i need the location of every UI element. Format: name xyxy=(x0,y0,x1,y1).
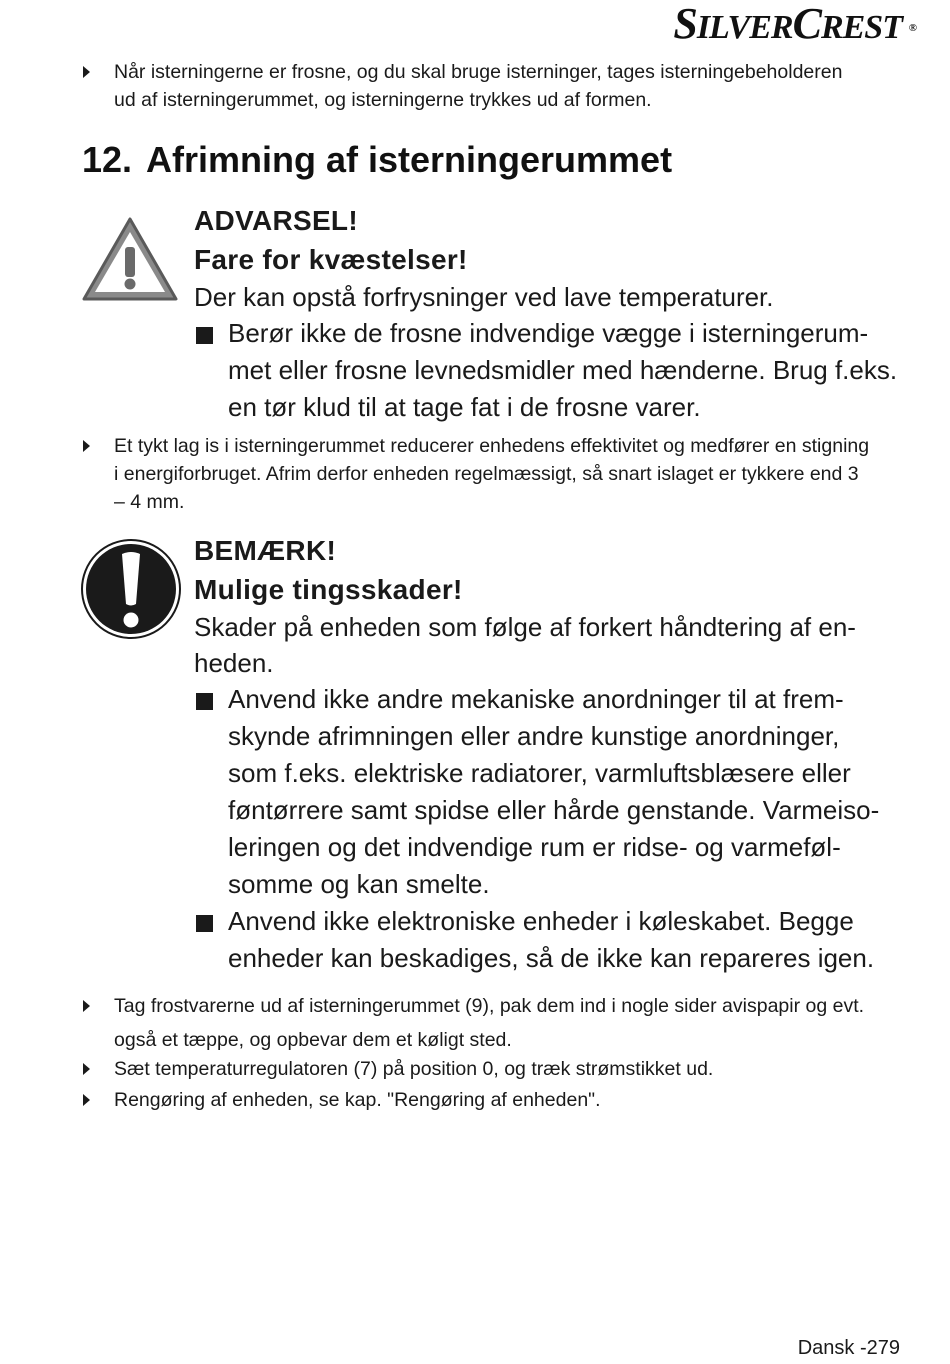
registered-mark: ® xyxy=(908,22,916,34)
square-bullet-icon xyxy=(196,915,213,932)
item-line: som f.eks. elektriske radiatorer, varmluftsblæsere eller xyxy=(228,758,851,788)
section-number: 12. xyxy=(82,139,133,180)
item-line: skynde afrimningen eller andre kunstige anordninger, xyxy=(228,721,840,751)
item-line: Berør ikke de frosne indvendige vægge i isterningerum- xyxy=(228,318,869,348)
item-line: Anvend ikke elektroniske enheder i køleskabet. Begge xyxy=(228,906,854,936)
item-line: enheder kan beskadiges, så de ikke kan repareres igen. xyxy=(228,943,875,973)
notice-list-item xyxy=(194,681,910,903)
bullet-line: Rengøring af enheden, se kap. "Rengøring af enheden". xyxy=(114,1089,601,1111)
bullet-arrow-icon xyxy=(83,1063,90,1075)
notice-intro-line: Skader på enheden som følge af forkert håndtering af en- xyxy=(194,612,856,642)
instruction-bullet xyxy=(80,989,900,1057)
notice-list xyxy=(194,681,910,977)
item-line: føntørrere samt spidse eller hårde genstande. Varmeiso- xyxy=(228,795,880,825)
instruction-bullet xyxy=(80,1086,900,1114)
warning-list xyxy=(194,315,910,426)
page-number: Dansk -279 xyxy=(797,1337,900,1359)
bullet-line: i energiforbruget. Afrim derfor enheden regelmæssigt, så snart islaget er tykkere end 3 xyxy=(114,463,859,485)
bullet-arrow-icon xyxy=(83,440,90,452)
section-heading xyxy=(82,138,672,182)
caution-notice xyxy=(80,531,910,977)
warning-heading: ADVARSEL! xyxy=(194,205,358,236)
section-title: Afrimning af isterningerummet xyxy=(146,139,673,180)
bullet-line: også et tæppe, og opbevar dem et køligt sted. xyxy=(114,1029,512,1051)
bullet-line: Tag frostvarerne ud af isterningerummet (9), pak dem ind i nogle sider avispapir og evt. xyxy=(114,995,865,1017)
bullet-arrow-icon xyxy=(83,1094,90,1106)
bullet-arrow-icon xyxy=(83,66,90,78)
notice-subheading: Mulige tingsskader! xyxy=(194,574,463,605)
bullet-arrow-icon xyxy=(83,1000,90,1012)
warning-intro: Der kan opstå forfrysninger ved lave temperaturer. xyxy=(194,282,774,312)
item-line: Anvend ikke andre mekaniske anordninger til at frem- xyxy=(228,684,844,714)
notice-intro-line: heden. xyxy=(194,648,274,678)
square-bullet-icon xyxy=(196,693,213,710)
item-line: somme og kan smelte. xyxy=(228,869,490,899)
warning-list-item xyxy=(194,315,910,426)
bullet-line: Et tykt lag is i isterningerummet reducerer enhedens effektivitet og medfører en stigning xyxy=(114,435,870,457)
item-line: met eller frosne levnedsmidler med hænderne. Brug f.eks. xyxy=(228,355,898,385)
item-line: leringen og det indvendige rum er ridse- og varmeføl- xyxy=(228,832,841,862)
bullet-line: – 4 mm. xyxy=(114,491,185,513)
bullet-line: Sæt temperaturregulatoren (7) på position 0, og træk strømstikket ud. xyxy=(114,1058,714,1080)
warning-notice xyxy=(80,201,910,426)
instruction-bullet xyxy=(80,58,900,114)
item-line: en tør klud til at tage fat i de frosne varer. xyxy=(228,392,701,422)
brand-logo: SILVERCREST ® xyxy=(673,0,916,48)
instruction-bullet xyxy=(80,432,900,516)
bullet-line: ud af isterningerummet, og isterningerne trykkes ud af formen. xyxy=(114,89,652,111)
exclamation-circle-icon xyxy=(80,538,182,645)
warning-triangle-icon xyxy=(80,215,180,308)
square-bullet-icon xyxy=(196,327,213,344)
instruction-bullet xyxy=(80,1055,900,1083)
warning-subheading: Fare for kvæstelser! xyxy=(194,244,468,275)
bullet-line: Når isterningerne er frosne, og du skal bruge isterninger, tages isterningebeholderen xyxy=(114,61,843,83)
notice-heading: BEMÆRK! xyxy=(194,535,337,566)
notice-list-item xyxy=(194,903,910,977)
